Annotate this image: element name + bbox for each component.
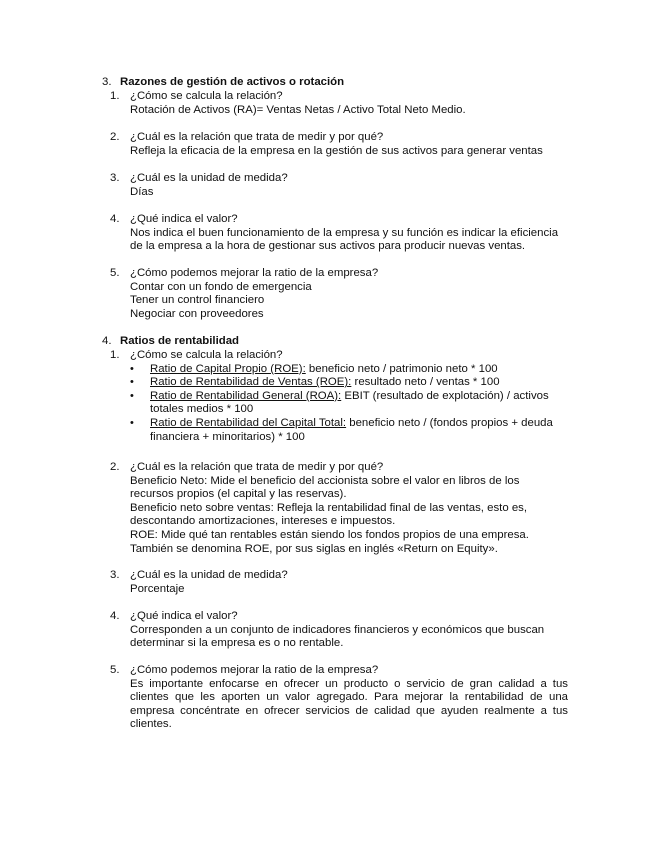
bullet-item	[130, 390, 568, 417]
ratio-label: Ratio de Rentabilidad de Ventas (ROE):	[150, 376, 352, 389]
answer-paragraph: Beneficio Neto: Mide el beneficio del accionista sobre el valor en libros de los recursos propios (el capital y las reservas).	[130, 474, 520, 501]
question-number: 2.	[110, 131, 120, 143]
question-text: ¿Cuál es la unidad de medida?	[130, 172, 288, 184]
question-text: ¿Cuál es la relación que trata de medir y por qué?	[130, 131, 384, 143]
question-text: ¿Qué indica el valor?	[130, 610, 238, 622]
question-text: ¿Qué indica el valor?	[130, 213, 238, 225]
question-number: 5.	[110, 267, 120, 279]
question-text: ¿Cuál es la relación que trata de medir y por qué?	[130, 461, 384, 473]
question-number: 4.	[110, 610, 120, 622]
answer-text: Refleja la eficacia de la empresa en la gestión de sus activos para generar ventas	[130, 144, 543, 157]
answer-text: Rotación de Activos (RA)= Ventas Netas / Activo Total Neto Medio.	[130, 103, 466, 116]
answer-text: Nos indica el buen funcionamiento de la empresa y su función es indicar la eficiencia de la empresa a la hora de gestionar sus activos para producir nuevas ventas.	[130, 226, 559, 253]
bullet-icon: •	[130, 389, 134, 402]
answer-text: Porcentaje	[130, 582, 185, 595]
question-text: ¿Cuál es la unidad de medida?	[130, 569, 288, 581]
answer-line: Contar con un fondo de emergencia	[130, 280, 312, 293]
ratio-formula: beneficio neto / (fondos propios + deuda financiera + minoritarios) * 100	[150, 416, 553, 443]
bullet-item	[130, 376, 568, 390]
ratio-label: Ratio de Rentabilidad del Capital Total:	[150, 416, 347, 429]
bullet-icon: •	[130, 362, 134, 375]
answer-text: Es importante enfocarse en ofrecer un producto o servicio de gran calidad a tus clientes que les aporten un valor agregado. Para mejorar la rentabilidad de una empresa concéntrate en ofrecer servicios de calidad que ayuden realmente a tus clientes.	[130, 677, 568, 731]
bullet-item	[130, 363, 568, 377]
answer-paragraph: ROE: Mide qué tan rentables están siendo los fondos propios de una empresa. También se denomina ROE, por sus siglas en inglés «Return on Equity».	[130, 528, 529, 555]
answer-text: Corresponden a un conjunto de indicadores financieros y económicos que buscan determinar si la empresa es o no rentable.	[130, 623, 545, 650]
bullet-item	[130, 417, 568, 444]
ratio-formula: EBIT (resultado de explotación) / activos totales medios * 100	[150, 389, 549, 416]
ratio-formula: beneficio neto / patrimonio neto * 100	[305, 362, 498, 375]
ratio-label: Ratio de Capital Propio (ROE):	[150, 362, 306, 375]
question-number: 1.	[110, 90, 120, 102]
question-text: ¿Cómo se calcula la relación?	[130, 349, 283, 361]
question-number: 2.	[110, 461, 120, 473]
section-number: 3.	[102, 76, 112, 88]
question-number: 1.	[110, 349, 120, 361]
ratio-label: Ratio de Rentabilidad General (ROA):	[150, 389, 342, 402]
question-number: 3.	[110, 569, 120, 581]
answer-text: Días	[130, 185, 154, 198]
bullet-icon: •	[130, 376, 134, 389]
question-number: 4.	[110, 213, 120, 225]
question-text: ¿Cómo podemos mejorar la ratio de la empresa?	[130, 664, 379, 676]
answer-line: Tener un control financiero	[130, 294, 265, 307]
question-number: 3.	[110, 172, 120, 184]
question-text: ¿Cómo se calcula la relación?	[130, 90, 283, 102]
answer-paragraph: Beneficio neto sobre ventas: Refleja la rentabilidad final de las ventas, esto es, descontando amortizaciones, intereses e impuestos.	[130, 501, 528, 528]
bullet-icon: •	[130, 416, 134, 429]
question-number: 5.	[110, 664, 120, 676]
section-number: 4.	[102, 335, 112, 347]
question-text: ¿Cómo podemos mejorar la ratio de la empresa?	[130, 267, 379, 279]
section-title: Ratios de rentabilidad	[120, 335, 239, 347]
ratio-formula: resultado neto / ventas * 100	[351, 376, 500, 389]
ratio-bullet-list	[130, 363, 568, 445]
section-title: Razones de gestión de activos o rotación	[120, 76, 345, 88]
answer-line: Negociar con proveedores	[130, 307, 264, 320]
